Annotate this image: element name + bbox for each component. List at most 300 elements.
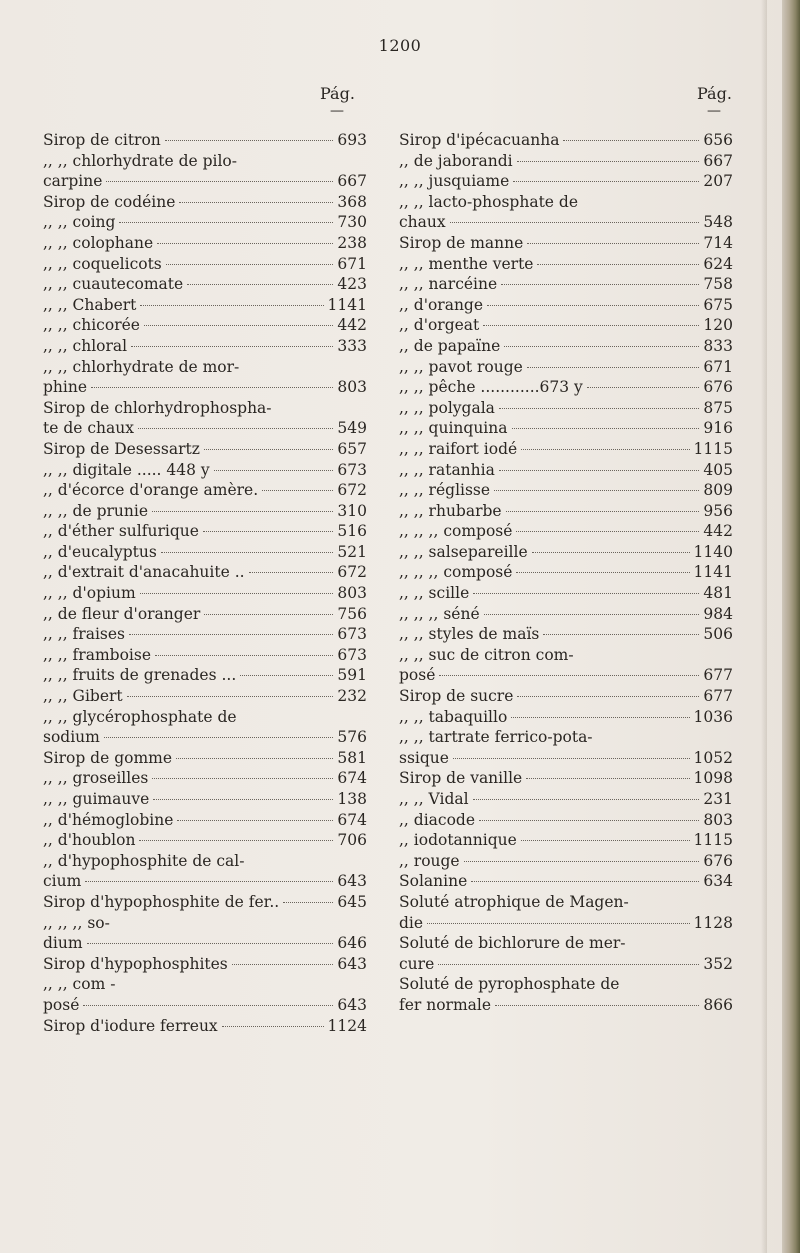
entry-page-number: 667 [337,172,367,191]
index-entry [399,933,733,954]
index-entry [399,707,733,728]
leader-dots [203,531,333,532]
leader-dots [526,778,689,779]
entry-page-number: 516 [337,522,367,541]
entry-text: te de chaux [43,419,134,438]
entry-text: ,, ,, fraises [43,625,125,644]
leader-dots [517,696,699,697]
index-entry [43,624,367,645]
entry-page-number: 310 [337,501,367,520]
index-entry [43,1016,367,1037]
entry-page-number: 442 [337,316,367,335]
entry-text: die [399,913,424,932]
entry-text: ,, ,, Gibert [43,687,123,706]
leader-dots [516,572,689,573]
leader-dots [438,964,699,965]
entry-page-number: 405 [703,460,733,479]
entry-page-number: 1115 [693,439,733,458]
entry-page-number: 673 [337,460,367,479]
entry-text: ,, ,, ratanhia [399,460,495,479]
index-entry [399,480,733,501]
entry-page-number: 643 [337,872,367,891]
entry-page-number: 506 [703,625,733,644]
entry-text: Soluté atrophique de Magen- [399,892,629,911]
entry-text: ,, ,, styles de maïs [399,625,540,644]
leader-dots [527,367,699,368]
index-entry [399,212,733,233]
entry-text: phine [43,378,88,397]
entry-page-number: 624 [703,254,733,273]
entry-page-number: 1128 [693,913,733,932]
entry-page-number: 833 [703,336,733,355]
entry-page-number: 1052 [693,748,733,767]
index-entry [399,686,733,707]
entry-text: sodium [43,728,100,747]
index-entry [43,789,367,810]
index-entry [43,727,367,748]
entry-page-number: 706 [337,831,367,850]
index-entry [43,254,367,275]
entry-text: Sirop d'iodure ferreux [43,1016,218,1035]
index-entry [399,913,733,934]
index-entry [399,748,733,769]
entry-page-number: 442 [703,522,733,541]
index-entry [43,707,367,728]
entry-text: Soluté de bichlorure de mer- [399,934,626,953]
index-entry [399,995,733,1016]
entry-text: ,, d'éther sulfurique [43,522,199,541]
index-entry [399,521,733,542]
entry-text: ,, d'hypophosphite de cal- [43,851,245,870]
leader-dots [453,758,690,759]
index-entry [43,892,367,913]
leader-dots [479,820,699,821]
entry-page-number: 207 [703,172,733,191]
index-entry [43,542,367,563]
left-column-dash: — [330,103,344,119]
entry-page-number: 643 [337,954,367,973]
entry-text: ,, ,, rhubarbe [399,501,502,520]
entry-page-number: 671 [337,254,367,273]
entry-page-number: 674 [337,810,367,829]
entry-page-number: 1141 [327,295,367,314]
entry-page-number: 693 [337,131,367,149]
leader-dots [501,284,699,285]
leader-dots [439,675,699,676]
entry-page-number: 866 [703,995,733,1014]
entry-page-number: 645 [337,892,367,911]
entry-page-number: 672 [337,481,367,500]
entry-text: ,, d'houblon [43,831,136,850]
entry-text: ,, de jaborandi [399,151,513,170]
entry-page-number: 803 [703,810,733,829]
entry-text: ,, de papaïne [399,336,501,355]
index-entry [43,192,367,213]
entry-text: ,, ,, raifort iodé [399,439,518,458]
entry-text: ,, ,, quinquina [399,419,508,438]
leader-dots [473,799,699,800]
entry-page-number: 368 [337,192,367,211]
index-entry [43,377,367,398]
entry-text: ,, d'extrait d'anacahuite .. [43,563,245,582]
entry-page-number: 333 [337,336,367,355]
index-entry [43,583,367,604]
entry-text: Solanine [399,872,468,891]
leader-dots [204,614,333,615]
leader-dots [106,181,333,182]
leader-dots [157,243,333,244]
entry-text: cure [399,954,435,973]
entry-text: ,, iodotannique [399,831,517,850]
index-entry [399,727,733,748]
entry-text: ,, ,, glycérophosphate de [43,707,237,726]
entry-page-number: 674 [337,769,367,788]
entry-page-number: 675 [703,295,733,314]
page-number: 1200 [378,36,422,55]
entry-text: ,, ,, ,, composé [399,522,513,541]
entry-page-number: 984 [703,604,733,623]
index-entry [399,768,733,789]
entry-text: ,, ,, polygala [399,398,495,417]
index-entry [43,933,367,954]
index-entry [399,315,733,336]
entry-text: ,, d'eucalyptus [43,542,157,561]
entry-page-number: 916 [703,419,733,438]
entry-text: ,, ,, lacto-phosphate de [399,192,578,211]
index-entry [399,336,733,357]
entry-page-number: 232 [337,687,367,706]
leader-dots [155,655,333,656]
index-entry [399,254,733,275]
leader-dots [166,264,333,265]
leader-dots [140,305,323,306]
entry-text: ,, ,, colophane [43,233,154,252]
entry-page-number: 1141 [693,563,733,582]
index-entry [399,192,733,213]
entry-page-number: 758 [703,275,733,294]
index-entry [399,295,733,316]
index-entry [399,233,733,254]
entry-text: Soluté de pyrophosphate de [399,975,620,994]
entry-text: ,, d'hémoglobine [43,810,174,829]
index-entry [43,521,367,542]
entry-text: posé [399,666,436,685]
leader-dots [563,140,699,141]
entry-text: ,, ,, chlorhydrate de mor- [43,357,240,376]
entry-page-number: 238 [337,233,367,252]
leader-dots [516,531,699,532]
leader-dots [283,902,333,903]
index-entry [43,810,367,831]
index-entry [43,851,367,872]
entry-text: ,, ,, ,, séné [399,604,480,623]
index-entry [43,665,367,686]
entry-page-number: 423 [337,275,367,294]
leader-dots [249,572,333,573]
index-entry [43,274,367,295]
index-entry [43,130,367,151]
index-entry [43,295,367,316]
index-entry [399,974,733,995]
entry-text: ,, ,, jusquiame [399,172,510,191]
entry-text: ,, d'orgeat [399,316,480,335]
entry-text: ,, ,, de prunie [43,501,149,520]
index-entry [399,460,733,481]
index-entry [43,974,367,995]
entry-page-number: 875 [703,398,733,417]
page-gutter-shadow [761,0,767,1253]
entry-text: ,, ,, tartrate ferrico-pota- [399,728,593,747]
leader-dots [464,861,699,862]
leader-dots [119,222,333,223]
entry-text: Sirop de vanille [399,769,523,788]
index-entry [43,830,367,851]
entry-text: Sirop de gomme [43,748,173,767]
entry-page-number: 656 [703,131,733,149]
entry-page-number: 231 [703,790,733,808]
entry-page-number: 671 [703,357,733,376]
leader-dots [495,1005,699,1006]
entry-page-number: 591 [337,666,367,685]
index-entry [399,645,733,666]
leader-dots [176,758,333,759]
index-entry [43,439,367,460]
leader-dots [138,428,333,429]
entry-page-number: 667 [703,151,733,170]
leader-dots [532,552,690,553]
entry-text: posé [43,995,80,1014]
index-entry [399,604,733,625]
index-entry [43,645,367,666]
leader-dots [504,346,699,347]
leader-dots [161,552,333,553]
leader-dots [517,161,699,162]
leader-dots [153,799,333,800]
entry-page-number: 714 [703,233,733,252]
leader-dots [473,593,699,594]
index-entry [399,439,733,460]
index-entry [399,871,733,892]
leader-dots [537,264,699,265]
index-entry [43,398,367,419]
entry-page-number: 673 [337,645,367,664]
entry-text: ssique [399,748,449,767]
entry-page-number: 1036 [693,707,733,726]
entry-text: ,, ,, pêche ............673 y [399,378,583,397]
leader-dots [240,675,333,676]
leader-dots [427,923,689,924]
entry-text: Sirop de citron [43,131,161,149]
index-entry [399,665,733,686]
index-entry [399,171,733,192]
leader-dots [511,717,689,718]
index-entry [43,460,367,481]
leader-dots [543,634,699,635]
leader-dots [131,346,333,347]
leader-dots [129,634,333,635]
index-entry [399,274,733,295]
entry-text: ,, ,, d'opium [43,584,136,603]
index-entry [43,171,367,192]
entry-text: chaux [399,213,446,232]
entry-text: Sirop d'ipécacuanha [399,131,560,149]
index-entry [399,418,733,439]
leader-dots [232,964,333,965]
leader-dots [262,490,333,491]
book-edge [782,0,800,1253]
entry-text: ,, ,, coquelicots [43,254,162,273]
index-entry [399,151,733,172]
entry-page-number: 677 [703,687,733,706]
index-entry [399,562,733,583]
index-entry [399,398,733,419]
index-entry [399,501,733,522]
entry-text: ,, ,, menthe verte [399,254,534,273]
entry-text: ,, rouge [399,851,460,870]
entry-page-number: 120 [703,316,733,335]
index-entry [399,583,733,604]
leader-dots [140,593,333,594]
index-entry [43,954,367,975]
index-entry [43,212,367,233]
entry-text: Sirop de codéine [43,192,176,211]
index-column-right [399,130,733,1016]
entry-text: ,, ,, chicorée [43,316,140,335]
index-entry [399,830,733,851]
index-entry [399,542,733,563]
index-entry [43,995,367,1016]
index-entry [43,151,367,172]
leader-dots [521,449,689,450]
leader-dots [85,881,333,882]
leader-dots [484,614,699,615]
index-entry [43,336,367,357]
leader-dots [152,778,333,779]
leader-dots [499,470,699,471]
leader-dots [91,387,333,388]
entry-text: Sirop de chlorhydrophospha- [43,398,272,417]
leader-dots [187,284,333,285]
entry-page-number: 138 [337,790,367,808]
entry-text: ,, ,, cuautecomate [43,275,184,294]
entry-text: ,, ,, tabaquillo [399,707,508,726]
leader-dots [165,140,333,141]
index-entry [399,851,733,872]
index-entry [43,480,367,501]
index-entry [399,357,733,378]
entry-text: dium [43,934,83,953]
entry-text: ,, d'écorce d'orange amère. [43,481,259,500]
index-entry [43,913,367,934]
entry-text: Sirop de sucre [399,687,514,706]
entry-text: ,, ,, scille [399,584,470,603]
entry-page-number: 809 [703,481,733,500]
entry-page-number: 581 [337,748,367,767]
entry-text: ,, ,, fruits de grenades ... [43,666,237,685]
entry-text: ,, ,, ,, so- [43,913,110,932]
entry-text: ,, d'orange [399,295,484,314]
entry-text: ,, ,, réglisse [399,481,491,500]
index-entry [399,954,733,975]
index-entry [399,377,733,398]
index-entry [43,501,367,522]
index-entry [43,686,367,707]
entry-page-number: 657 [337,439,367,458]
entry-text: ,, ,, salsepareille [399,542,528,561]
index-entry [399,624,733,645]
index-entry [43,604,367,625]
index-column-left [43,130,367,1036]
index-entry [399,130,733,151]
entry-text: ,, ,, chloral [43,336,128,355]
index-entry [43,871,367,892]
leader-dots [483,325,699,326]
entry-page-number: 672 [337,563,367,582]
entry-page-number: 521 [337,542,367,561]
entry-text: carpine [43,172,103,191]
leader-dots [506,511,699,512]
entry-page-number: 643 [337,995,367,1014]
right-column-header: Pág. [697,84,732,103]
entry-text: ,, ,, coing [43,213,116,232]
leader-dots [204,449,333,450]
entry-page-number: 803 [337,584,367,603]
entry-text: ,, ,, com - [43,975,116,994]
leader-dots [179,202,333,203]
entry-page-number: 634 [703,872,733,891]
entry-text: ,, ,, guimauve [43,790,150,808]
left-column-header: Pág. [320,84,355,103]
entry-text: ,, de fleur d'oranger [43,604,201,623]
entry-text: ,, ,, digitale ..... 448 y [43,460,210,479]
leader-dots [499,408,699,409]
entry-text: ,, ,, ,, composé [399,563,513,582]
entry-page-number: 646 [337,934,367,953]
entry-text: fer normale [399,995,492,1014]
entry-text: ,, ,, suc de citron com- [399,645,574,664]
entry-page-number: 1115 [693,831,733,850]
leader-dots [152,511,333,512]
right-column-dash: — [707,103,721,119]
leader-dots [127,696,333,697]
entry-page-number: 1098 [693,769,733,788]
leader-dots [471,881,699,882]
index-entry [43,748,367,769]
entry-page-number: 548 [703,213,733,232]
index-entry [43,357,367,378]
index-entry [43,233,367,254]
leader-dots [83,1005,333,1006]
entry-page-number: 756 [337,604,367,623]
entry-text: ,, ,, framboise [43,645,151,664]
entry-text: Sirop d'hypophosphites [43,954,228,973]
entry-page-number: 730 [337,213,367,232]
leader-dots [494,490,699,491]
leader-dots [177,820,333,821]
leader-dots [214,470,333,471]
entry-page-number: 956 [703,501,733,520]
entry-text: ,, diacode [399,810,476,829]
entry-text: Sirop d'hypophosphite de fer.. [43,892,280,911]
leader-dots [527,243,699,244]
entry-text: ,, ,, groseilles [43,769,149,788]
entry-page-number: 676 [703,378,733,397]
entry-page-number: 677 [703,666,733,685]
entry-text: Sirop de manne [399,233,524,252]
leader-dots [487,305,699,306]
entry-page-number: 803 [337,378,367,397]
index-entry [399,892,733,913]
